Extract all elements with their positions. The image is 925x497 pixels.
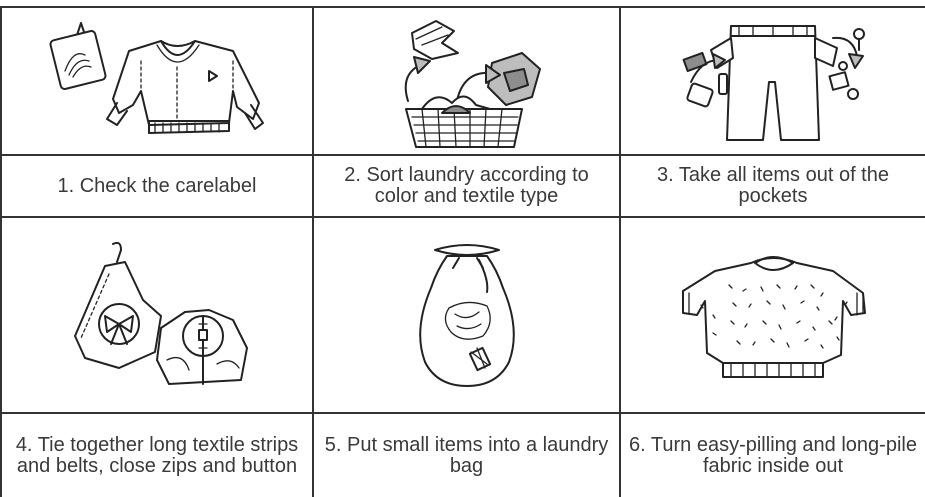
laundry-instructions-table	[0, 6, 925, 497]
step-4-caption: 4. Tie together long textile strips and belts, close zips and button	[15, 433, 299, 477]
step-2-caption: 2. Sort laundry according to color and textile type	[344, 164, 589, 207]
step-5-illustration	[312, 216, 619, 412]
empty-pockets-pants-icon	[673, 16, 873, 146]
table-row	[0, 412, 925, 497]
step-3-caption: 3. Take all items out of the pockets	[657, 164, 889, 207]
table-row	[0, 154, 925, 216]
step-6-caption: 6. Turn easy-pilling and long-pile fabric inside out	[629, 433, 917, 477]
sweater-with-carelabel-icon	[37, 21, 277, 141]
step-5-caption: 5. Put small items into a laundry bag	[324, 433, 609, 477]
laundry-bag-icon	[407, 240, 527, 390]
step-1-caption-cell	[0, 154, 312, 216]
step-3-caption-cell	[619, 154, 925, 216]
step-6-caption-cell	[619, 412, 925, 497]
step-3-illustration	[619, 6, 925, 154]
sorting-laundry-basket-icon	[372, 13, 562, 149]
table-row	[0, 6, 925, 154]
step-4-caption-cell	[0, 412, 312, 497]
tied-strips-closed-zip-icon	[57, 240, 257, 390]
step-5-caption-cell	[312, 412, 619, 497]
step-2-caption-cell	[312, 154, 619, 216]
step-6-illustration	[619, 216, 925, 412]
step-4-illustration	[0, 216, 312, 412]
table-row	[0, 216, 925, 412]
step-2-illustration	[312, 6, 619, 154]
step-1-illustration	[0, 6, 312, 154]
step-1-caption: 1. Check the carelabel	[57, 174, 257, 197]
inside-out-sweater-icon	[673, 245, 873, 385]
